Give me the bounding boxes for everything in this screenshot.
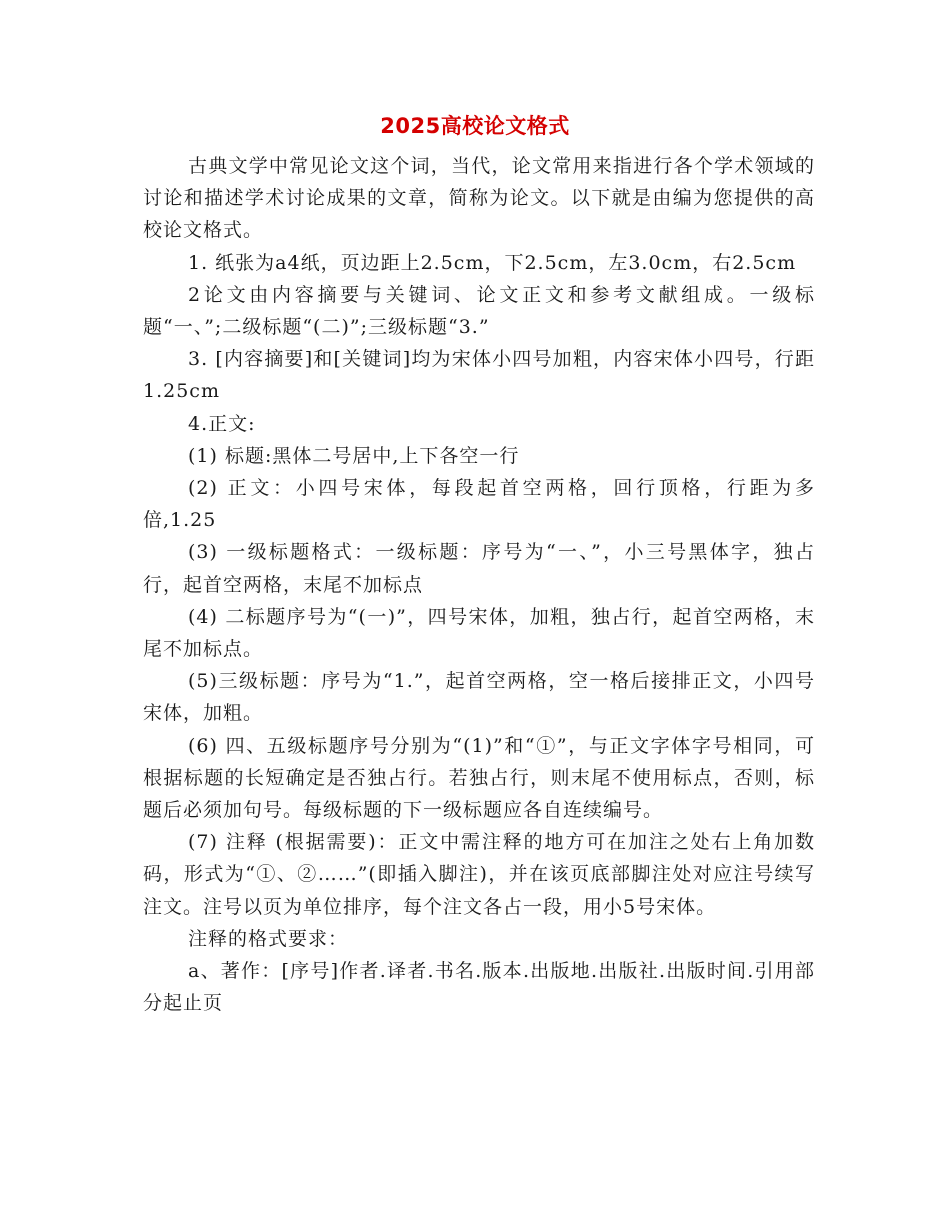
paragraph-sub-1: (1) 标题:黑体二号居中,上下各空一行	[188, 444, 520, 467]
paragraph-item-2: 2论文由内容摘要与关键词、论文正文和参考文献组成。一级标题“一、”;二级标题“(二)”;三级标题“3.”	[143, 283, 815, 339]
paragraph-sub-3: (3) 一级标题格式：一级标题：序号为“一、”，小三号黑体字，独占行，起首空两格，末尾不加标点	[143, 541, 815, 596]
paragraph-notes-heading: 注释的格式要求：	[188, 927, 349, 950]
document-body	[143, 150, 815, 1019]
paragraph-sub-4: (4) 二标题序号为“(一)”，四号宋体，加粗，独占行，起首空两格，末尾不加标点。	[143, 605, 815, 661]
paragraph-intro: 古典文学中常见论文这个词，当代，论文常用来指进行各个学术领域的讨论和描述学术讨论成果的文章，简称为论文。以下就是由编为您提供的高校论文格式。	[143, 155, 815, 242]
paragraph-item-4: 4.正文:	[188, 412, 256, 435]
paragraph-sub-7: (7) 注释 (根据需要)：正文中需注释的地方可在加注之处右上角加数码，形式为“①、②……”(即插入脚注)，并在该页底部脚注处对应注号续写注文。注号以页为单位排序，每个注文各占一段，用小5号宋体。	[143, 831, 815, 918]
paragraph-notes-a: a、著作：[序号]作者.译者.书名.版本.出版地.出版社.出版时间.引用部分起止页	[143, 960, 815, 1015]
paragraph-sub-2: (2) 正文：小四号宋体，每段起首空两格，回行顶格，行距为多倍,1.25	[143, 477, 815, 532]
paragraph-sub-5: (5)三级标题：序号为“1.”，起首空两格，空一格后接排正文，小四号宋体，加粗。	[143, 670, 815, 725]
paragraph-item-3: 3. [内容摘要]和[关键词]均为宋体小四号加粗，内容宋体小四号，行距1.25cm	[143, 348, 815, 403]
document-title: 2025高校论文格式	[380, 114, 570, 138]
paragraph-item-1: 1. 纸张为a4纸，页边距上2.5cm，下2.5cm，左3.0cm，右2.5cm	[188, 251, 797, 274]
paragraph-sub-6: (6) 四、五级标题序号分别为“(1)”和“①”，与正文字体字号相同，可根据标题的长短确定是否独占行。若独占行，则末尾不使用标点，否则，标题后必须加句号。每级标题的下一级标题应各自连续编号。	[143, 734, 815, 822]
